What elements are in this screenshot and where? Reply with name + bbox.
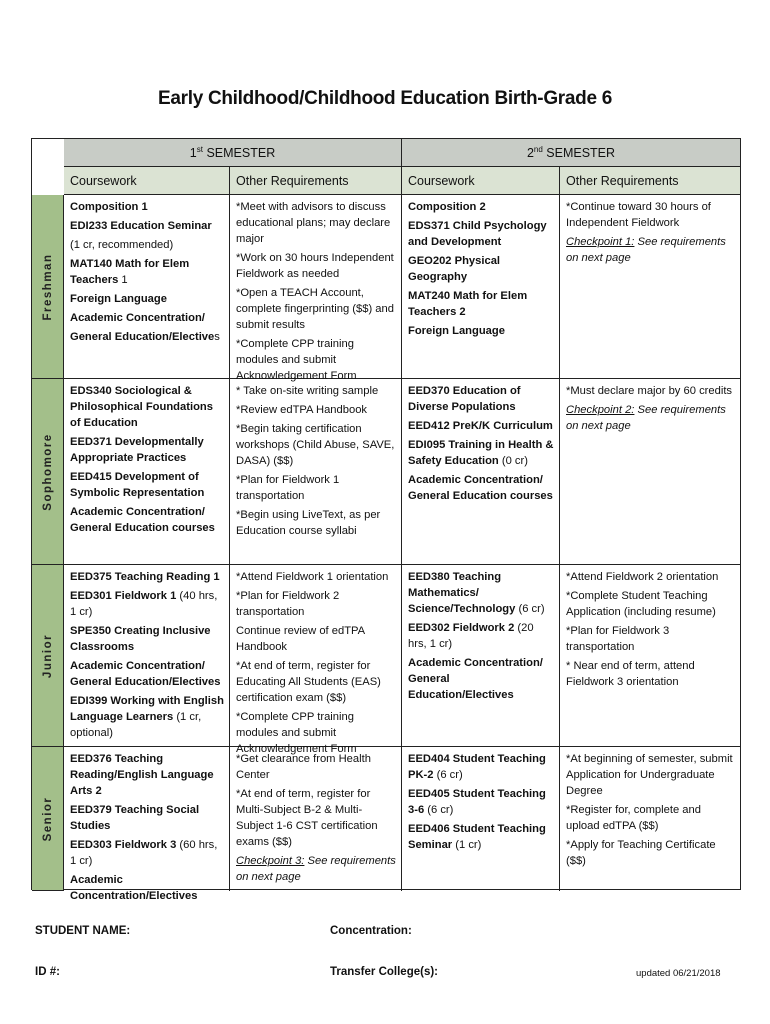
requirement-item: *At end of term, register for Educating All Students (EAS) certification exam ($$) <box>236 660 381 705</box>
requirement-item <box>566 751 736 799</box>
requirements-cell <box>230 379 402 565</box>
text-run: Foreign Language <box>408 325 505 338</box>
transfer-college-label: Transfer College(s): <box>330 966 438 978</box>
text-run: *Must declare major by 60 credits <box>566 385 733 397</box>
text-run: EDI233 Education Seminar <box>70 220 212 233</box>
semester-1-header: 1st SEMESTER <box>64 139 402 167</box>
text-run: EED371 Developmentally Appropriate Practices <box>70 436 204 465</box>
course-item <box>408 821 555 853</box>
course-item <box>70 237 225 253</box>
text-run: Academic Concentration/ General Education courses <box>408 474 553 503</box>
course-item <box>408 437 555 469</box>
text-run: EED406 Student Teaching Seminar <box>408 823 546 852</box>
course-item <box>70 291 225 307</box>
text-run: (0 cr) <box>498 455 528 468</box>
course-item <box>408 751 555 783</box>
requirement-item: Continue review of edTPA Handbook <box>236 625 365 654</box>
coursework-cell <box>402 195 560 379</box>
text-run: (1 cr) <box>452 839 482 852</box>
requirement-item <box>236 751 397 783</box>
year-label-text: Freshman <box>41 253 54 320</box>
course-item <box>408 383 555 415</box>
text-run: Academic Concentration/ General Education courses <box>70 506 215 535</box>
id-label: ID #: <box>35 966 60 978</box>
text-run: MAT140 Math for Elem Teachers <box>70 258 190 287</box>
requirement-item: *Plan for Fieldwork 1 transportation <box>236 474 340 503</box>
text-run: General Education/Elective <box>70 331 215 344</box>
requirement-item: * Take on-site writing sample <box>236 385 379 397</box>
text-run: EED405 Student Teaching 3-6 <box>408 788 546 817</box>
text-run: *Attend Fieldwork 2 orientation <box>566 571 719 583</box>
requirement-item <box>236 786 397 850</box>
requirement-item: *Complete CPP training modules and submit Acknowledgement Form <box>236 711 357 756</box>
requirements-cell <box>560 379 740 565</box>
course-item <box>70 693 225 741</box>
text-run: Composition 1 <box>70 201 148 213</box>
requirement-item <box>566 199 736 231</box>
text-run: (1 cr, recommended) <box>70 239 174 252</box>
course-item <box>70 469 225 501</box>
text-run: *Get clearance from Health Center <box>236 753 371 782</box>
text-run: *Register for, complete and upload edTPA ($$) <box>566 804 701 833</box>
text-run: EED404 Student Teaching PK-2 <box>408 753 546 782</box>
text-run: 1 <box>121 274 128 287</box>
text-run: EED379 Teaching Social Studies <box>70 804 200 833</box>
text-run: *Continue toward 30 hours of Independent Fieldwork <box>566 201 711 230</box>
student-name-label: STUDENT NAME: <box>35 925 131 937</box>
requirements-cell <box>230 747 402 891</box>
text-run: *Complete Student Teaching Application (including resume) <box>566 590 716 619</box>
course-item <box>70 256 225 288</box>
course-item <box>70 658 225 690</box>
requirements-cell <box>560 565 740 747</box>
text-run: *At end of term, register for Multi-Subject B-2 & Multi-Subject 1-6 CST certification exams ($$) <box>236 788 378 849</box>
requirement-item: *Work on 30 hours Independent Fieldwork as needed <box>236 252 394 281</box>
semester-2-header: 2nd SEMESTER <box>402 139 740 167</box>
text-run: Academic Concentration/ General Education/Electives <box>70 660 221 689</box>
column-header-coursework-1: Coursework <box>64 167 230 195</box>
requirements-cell <box>560 195 740 379</box>
text-run: EED375 Teaching Reading 1 <box>70 571 220 583</box>
text-run: See requirements on next page <box>236 855 396 884</box>
course-item <box>408 218 555 250</box>
text-run: EED376 Teaching Reading/English Language Arts 2 <box>70 753 214 798</box>
text-run: Academic Concentration/Electives <box>70 874 198 903</box>
text-run: (60 hrs, 1 cr) <box>70 839 218 868</box>
text-run: (1 cr, optional) <box>70 711 202 740</box>
course-item <box>70 837 225 869</box>
concentration-label: Concentration: <box>330 925 412 937</box>
requirement-item <box>566 802 736 834</box>
course-item <box>70 329 225 345</box>
text-run: (40 hrs, 1 cr) <box>70 590 218 619</box>
text-run: EDS340 Sociological & Philosophical Foundations of Education <box>70 385 213 430</box>
requirement-item: *Attend Fieldwork 1 orientation <box>236 571 389 583</box>
coursework-cell <box>64 565 230 747</box>
text-run: s <box>214 331 220 344</box>
text-run: Academic Concentration/ General Education/Electives <box>408 657 543 702</box>
column-header-coursework-2: Coursework <box>402 167 560 195</box>
requirement-item: *Open a TEACH Account, complete fingerprinting ($$) and submit results <box>236 287 394 332</box>
course-item <box>70 569 225 585</box>
requirements-cell <box>230 195 402 383</box>
text-run: (6 cr) <box>433 769 463 782</box>
year-label-sophomore <box>32 379 64 565</box>
coursework-cell <box>64 195 230 379</box>
course-item <box>70 872 225 904</box>
text-run: *At beginning of semester, submit Application for Undergraduate Degree <box>566 753 733 798</box>
text-run: Checkpoint 2: <box>566 404 635 417</box>
coursework-cell <box>64 379 230 565</box>
page-title: Early Childhood/Childhood Education Birth-Grade 6 <box>158 88 612 109</box>
requirement-item <box>566 383 736 399</box>
text-run: Checkpoint 3: <box>236 855 305 868</box>
requirement-item <box>566 234 736 266</box>
course-item <box>408 655 555 703</box>
year-label-senior <box>32 747 64 891</box>
requirement-item: *Complete CPP training modules and submit Acknowledgement Form <box>236 338 357 383</box>
course-item <box>70 310 225 326</box>
requirement-item: *Review edTPA Handbook <box>236 404 368 417</box>
column-header-requirements-1: Other Requirements <box>230 167 402 195</box>
course-item <box>408 418 555 434</box>
course-item <box>70 199 225 215</box>
text-run: *Plan for Fieldwork 3 transportation <box>566 625 670 654</box>
course-item <box>70 504 225 536</box>
requirement-item <box>566 569 736 585</box>
requirement-item: *Plan for Fieldwork 2 transportation <box>236 590 340 619</box>
curriculum-grid <box>31 138 741 903</box>
text-run: EDS371 Child Psychology and Development <box>408 220 547 249</box>
updated-date: updated 06/21/2018 <box>636 968 721 979</box>
course-item <box>408 569 555 617</box>
text-run: SPE350 Creating Inclusive Classrooms <box>70 625 211 654</box>
text-run: Foreign Language <box>70 293 167 306</box>
text-run: GEO202 Physical Geography <box>408 255 501 284</box>
text-run: EDI399 Working with English Language Learners <box>70 695 224 724</box>
text-run: (6 cr) <box>424 804 454 817</box>
course-item <box>70 218 225 234</box>
year-label-freshman <box>32 195 64 379</box>
course-item <box>408 323 555 339</box>
course-item <box>408 472 555 504</box>
text-run: (6 cr) <box>515 603 545 616</box>
text-run: MAT240 Math for Elem Teachers 2 <box>408 290 528 319</box>
course-item <box>70 751 225 799</box>
text-run: EED415 Development of Symbolic Representation <box>70 471 205 500</box>
text-run: Academic Concentration/ <box>70 312 205 325</box>
requirement-item <box>566 402 736 434</box>
text-run: See requirements on next page <box>566 404 726 433</box>
coursework-cell <box>402 747 560 891</box>
requirements-cell <box>560 747 740 891</box>
year-label-text: Senior <box>41 796 54 841</box>
course-item <box>408 253 555 285</box>
course-item <box>70 802 225 834</box>
requirement-item <box>236 853 397 885</box>
text-run: EED302 Fieldwork 2 <box>408 622 515 635</box>
requirement-item: *Begin using LiveText, as per Education course syllabi <box>236 509 381 538</box>
course-item <box>70 623 225 655</box>
course-item <box>408 199 555 215</box>
course-item <box>70 383 225 431</box>
course-item <box>70 434 225 466</box>
requirement-item: *Begin taking certification workshops (Child Abuse, SAVE, DASA) ($$) <box>236 423 395 468</box>
requirements-cell <box>230 565 402 756</box>
coursework-cell <box>64 747 230 903</box>
text-run: Checkpoint 1: <box>566 236 635 249</box>
year-label-text: Junior <box>41 633 54 678</box>
text-run: EED303 Fieldwork 3 <box>70 839 177 852</box>
text-run: (20 hrs, 1 cr) <box>408 622 534 651</box>
text-run: Composition 2 <box>408 201 486 213</box>
course-item <box>408 288 555 320</box>
year-label-text: Sophomore <box>41 432 54 511</box>
course-item <box>70 588 225 620</box>
year-label-junior <box>32 565 64 747</box>
text-run: EED370 Education of Diverse Populations <box>408 385 521 414</box>
text-run: *Apply for Teaching Certificate ($$) <box>566 839 716 868</box>
text-run: * Near end of term, attend Fieldwork 3 orientation <box>566 660 695 689</box>
text-run: EDI095 Training in Health & Safety Education <box>408 439 554 468</box>
course-item <box>408 620 555 652</box>
course-item <box>408 786 555 818</box>
requirement-item <box>566 837 736 869</box>
text-run: EED412 PreK/K Curriculum <box>408 420 553 433</box>
coursework-cell <box>402 565 560 747</box>
requirement-item <box>566 588 736 620</box>
requirement-item: *Meet with advisors to discuss educational plans; may declare major <box>236 201 391 246</box>
text-run: See requirements on next page <box>566 236 726 265</box>
text-run: EED301 Fieldwork 1 <box>70 590 177 603</box>
requirement-item <box>566 658 736 690</box>
text-run: EED380 Teaching Mathematics/ Science/Technology <box>408 571 516 616</box>
column-header-requirements-2: Other Requirements <box>560 167 740 195</box>
coursework-cell <box>402 379 560 565</box>
requirement-item <box>566 623 736 655</box>
